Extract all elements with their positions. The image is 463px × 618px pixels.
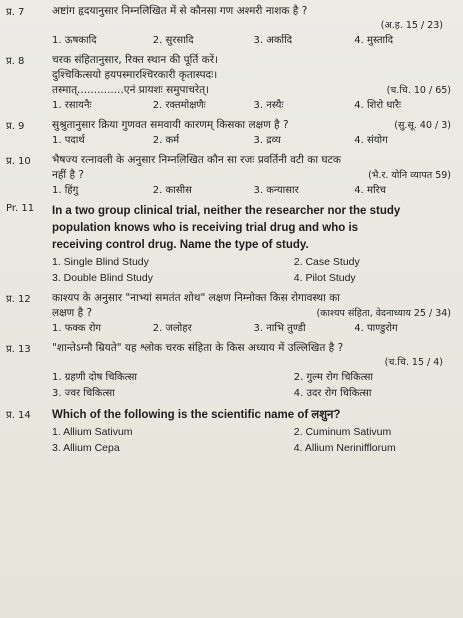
- reference: (काश्यप संहिता, वेदनाध्याय 25 / 34): [316, 308, 451, 319]
- question-8: [6, 53, 455, 113]
- question-text: चरक संहितानुसार, रिक्त स्थान की पूर्ति करें।: [52, 54, 218, 66]
- question-text: अष्टांग हृदयानुसार निम्नलिखित में से कौनसा गण अश्मरी नाशक है ?: [52, 5, 308, 17]
- option-2: 2. कासीस: [152, 185, 192, 196]
- verse-line-1: दुश्चिकित्सयो हयपस्मारश्चिरकारी कृतास्पदः।: [52, 69, 218, 81]
- option-2: 2. रक्तमोक्षणैः: [152, 100, 206, 111]
- option-1: 1. ग्रहणी दोष चिकित्सा: [52, 372, 137, 383]
- option-3: 3. कन्यासार: [253, 185, 299, 196]
- option-1: 1. Single Blind Study: [52, 256, 149, 268]
- question-number: प्र. 8: [6, 56, 25, 67]
- question-number: प्र. 10: [6, 156, 31, 167]
- option-4: 4. उदर रोग चिकित्सा: [293, 388, 372, 399]
- option-1: 1. फक्क रोग: [52, 323, 102, 334]
- question-11: [6, 203, 455, 286]
- question-text: In a two group clinical trial, neither the researcher nor the study: [52, 205, 401, 217]
- question-line: [52, 118, 455, 133]
- options: [52, 98, 455, 113]
- option-1: 1. रसायनैः: [52, 100, 92, 111]
- option-4: 4. पाण्डुरोग: [354, 323, 398, 334]
- option-4: 4. मुस्तादि: [354, 35, 394, 46]
- question-line-2: [52, 306, 455, 321]
- option-4: 4. Allium Nerinifflorum: [293, 442, 396, 454]
- option-3: 3. नस्यैः: [253, 100, 284, 111]
- question-number: प्र. 9: [6, 121, 25, 132]
- option-3: 3. अर्कादि: [253, 35, 293, 46]
- question-number: प्र. 14: [6, 410, 31, 421]
- options: [52, 424, 455, 456]
- question-text-3: receiving control drug. Name the type of study.: [52, 239, 309, 251]
- options: [52, 133, 455, 148]
- verse-text: तस्मात्..............एनं प्रायशः समुपाचरेत्।: [52, 84, 210, 96]
- reference: (अ.ह. 15 / 23): [380, 20, 443, 31]
- question-number: Pr. 11: [6, 203, 35, 214]
- question-text-2: population knows who is receiving trial drug and who is: [52, 222, 359, 234]
- question-12: [6, 291, 455, 336]
- question-text-cont: नहीं है ?: [52, 169, 84, 181]
- options: [52, 183, 455, 198]
- option-4: 4. शिरो धारैः: [354, 100, 402, 111]
- options: [52, 321, 455, 336]
- question-text: Which of the following is the scientific name of लशुन?: [52, 409, 341, 421]
- option-2: 2. Cuminum Sativum: [293, 426, 392, 438]
- option-3: 3. द्रव्य: [253, 135, 281, 146]
- reference: (भै.र. योनि व्यापत 59): [368, 170, 451, 181]
- options: [52, 254, 455, 286]
- reference: (च.चि. 15 / 4): [384, 357, 443, 368]
- option-4: 4. संयोग: [354, 135, 388, 146]
- question-text: भैषज्य रत्नावली के अनुसार निम्नलिखित कौन सा रजः प्रवर्तिनी वटी का घटक: [52, 154, 341, 166]
- reference: (सु.सू. 40 / 3): [394, 120, 451, 131]
- option-1: 1. Allium Sativum: [52, 426, 133, 438]
- option-2: 2. सुरसादि: [152, 35, 194, 46]
- question-text-cont: लक्षण है ?: [52, 307, 93, 319]
- option-2: 2. Case Study: [293, 256, 360, 268]
- question-number: प्र. 7: [6, 7, 25, 18]
- option-3: 3. ज्वर चिकित्सा: [52, 388, 115, 399]
- option-3: 3. Double Blind Study: [52, 272, 153, 284]
- question-line-2: [52, 168, 455, 183]
- option-1: 1. हिंगु: [52, 185, 79, 196]
- question-text: सुश्रुतानुसार क्रिया गुणवत समवायी कारणम् किसका लक्षण है ?: [52, 119, 289, 131]
- option-1: 1. पदार्थ: [52, 135, 85, 146]
- question-text: काश्यप के अनुसार "नाभ्यां समतंत शोथ" लक्षण निम्नोक्त किस रोगावस्था का: [52, 292, 340, 304]
- question-10: [6, 153, 455, 198]
- option-2: 2. कर्म: [152, 135, 180, 146]
- question-number: प्र. 13: [6, 344, 31, 355]
- options: [52, 33, 455, 48]
- option-3: 3. नाभि तुण्डी: [253, 323, 306, 334]
- question-14: [6, 407, 455, 456]
- verse-line-2: [52, 83, 455, 98]
- option-2: 2. जलोहर: [152, 323, 192, 334]
- options: [52, 370, 455, 402]
- option-4: 4. मरिच: [354, 185, 386, 196]
- option-1: 1. ऊषकादि: [52, 35, 97, 46]
- question-text: "शान्तेऽग्नौ म्रियते" यह श्लोक चरक संहिता के किस अध्याय में उल्लिखित है ?: [52, 342, 344, 354]
- reference: (च.चि. 10 / 65): [386, 85, 451, 96]
- question-9: [6, 118, 455, 148]
- option-3: 3. Allium Cepa: [52, 442, 120, 454]
- question-7: [6, 4, 455, 48]
- option-4: 4. Pilot Study: [293, 272, 356, 284]
- question-13: [6, 341, 455, 402]
- question-number: प्र. 12: [6, 294, 31, 305]
- option-2: 2. गुल्म रोग चिकित्सा: [293, 372, 373, 383]
